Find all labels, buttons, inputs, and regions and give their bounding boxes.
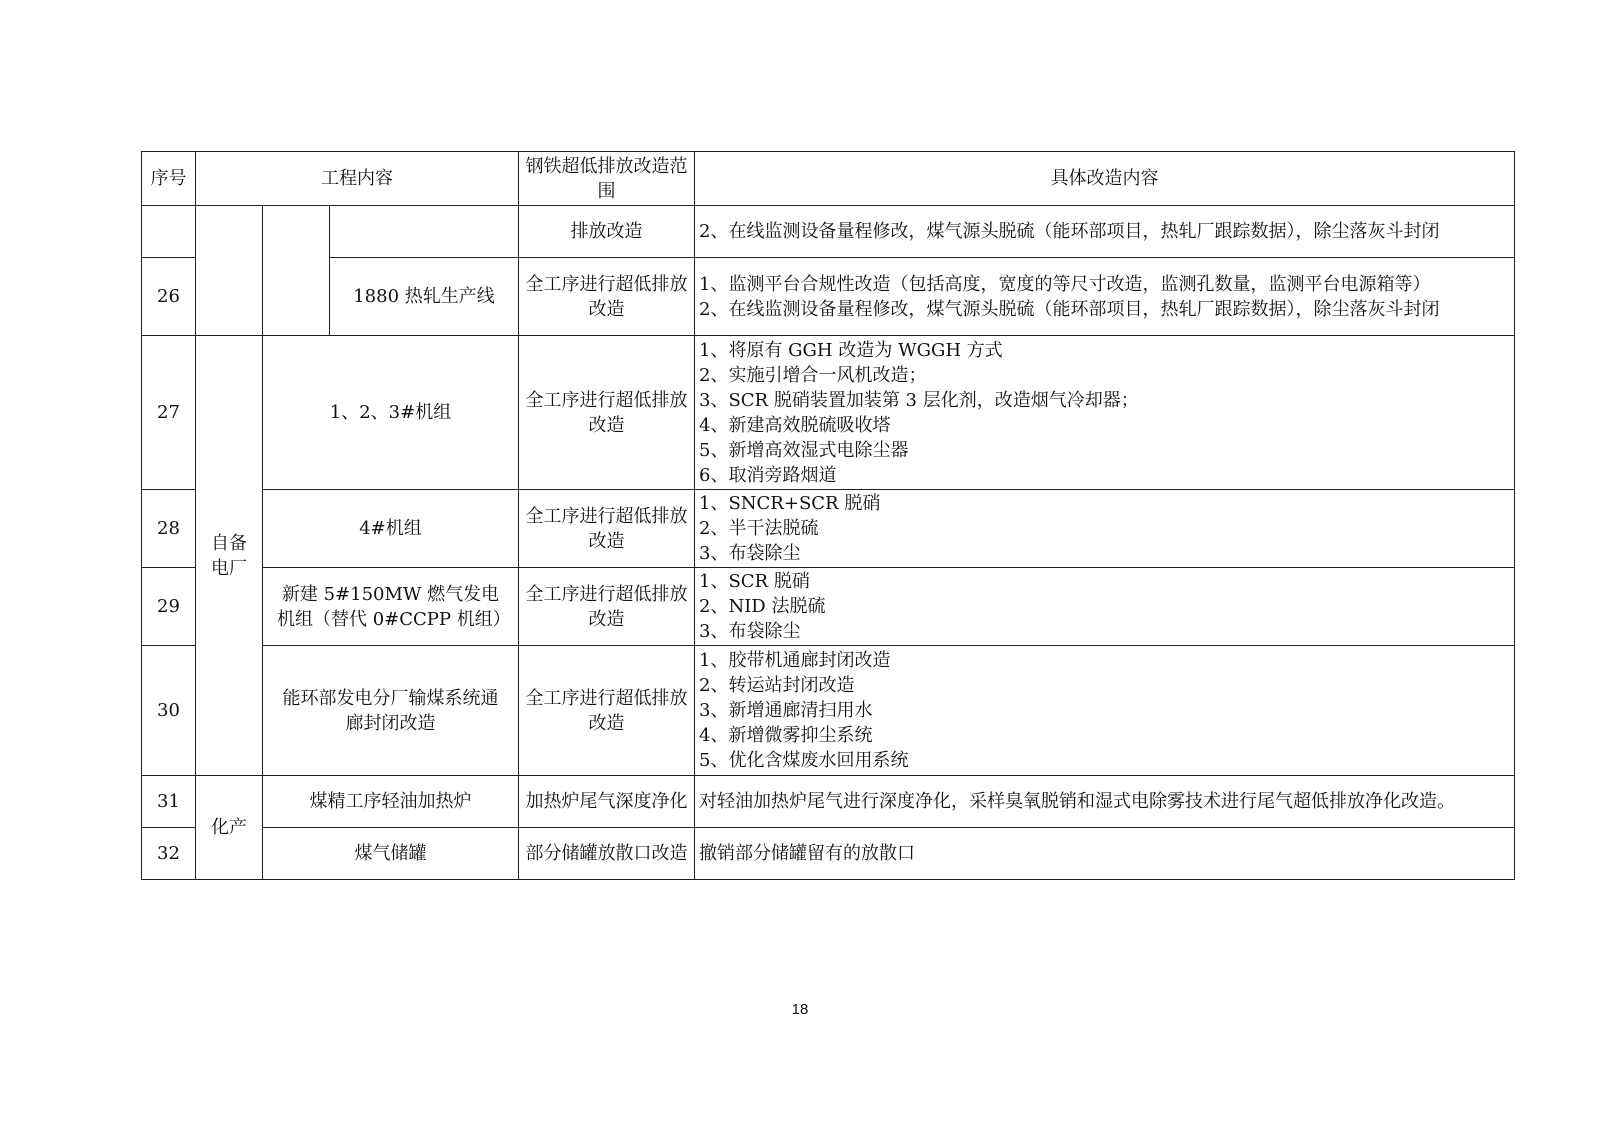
row-seq: 29 — [142, 568, 196, 646]
detail-line: 2、NID 法脱硫 — [699, 596, 826, 617]
table-row — [142, 568, 1515, 646]
detail-line: 1、SNCR+SCR 脱硝 — [699, 493, 881, 514]
row-scope: 全工序进行超低排放改造 — [519, 336, 695, 490]
detail-line: 2、在线监测设备量程修改，煤气源头脱硫（能环部项目，热轧厂跟踪数据），除尘落灰斗封闭 — [699, 298, 1440, 320]
detail-line: 2、在线监测设备量程修改，煤气源头脱硫（能环部项目，热轧厂跟踪数据），除尘落灰斗封闭 — [699, 221, 1440, 242]
renovation-table — [141, 151, 1515, 880]
row-name: 新建 5#150MW 燃气发电机组（替代 0#CCPP 机组） — [263, 568, 519, 646]
group-cell-blank — [196, 206, 263, 336]
row-seq: 31 — [142, 776, 196, 828]
row-detail — [695, 568, 1515, 646]
detail-line: 5、优化含煤废水回用系统 — [699, 750, 909, 771]
row-detail — [695, 258, 1515, 336]
detail-line: 3、布袋除尘 — [699, 543, 801, 564]
row-seq: 27 — [142, 336, 196, 490]
header-detail: 具体改造内容 — [695, 152, 1515, 206]
page-number: 18 — [791, 1001, 809, 1018]
detail-line: 1、SCR 脱硝 — [699, 571, 810, 592]
detail-line: 6、取消旁路烟道 — [699, 464, 837, 486]
row-name: 1、2、3#机组 — [263, 336, 519, 490]
table-header-row — [142, 152, 1515, 206]
row-detail — [695, 828, 1515, 880]
detail-line: 2、实施引增合一风机改造； — [699, 364, 927, 386]
detail-line: 3、布袋除尘 — [699, 621, 801, 642]
row-scope: 全工序进行超低排放改造 — [519, 490, 695, 568]
row-detail — [695, 490, 1515, 568]
row-seq — [142, 206, 196, 258]
row-seq: 26 — [142, 258, 196, 336]
header-seq: 序号 — [142, 152, 196, 206]
row-scope: 部分储罐放散口改造 — [519, 828, 695, 880]
detail-line: 5、新增高效湿式电除尘器 — [699, 439, 909, 461]
row-scope: 全工序进行超低排放改造 — [519, 258, 695, 336]
group-power-plant: 自备电厂 — [196, 336, 263, 776]
table-row — [142, 646, 1515, 776]
detail-line: 4、新增微雾抑尘系统 — [699, 725, 873, 746]
row-scope: 全工序进行超低排放改造 — [519, 646, 695, 776]
row-name — [330, 206, 519, 258]
detail-line: 1、胶带机通廊封闭改造 — [699, 650, 891, 671]
detail-line: 4、新建高效脱硫吸收塔 — [699, 414, 891, 436]
row-name: 1880 热轧生产线 — [330, 258, 519, 336]
row-seq: 28 — [142, 490, 196, 568]
header-scope: 钢铁超低排放改造范围 — [519, 152, 695, 206]
row-name: 煤精工序轻油加热炉 — [263, 776, 519, 828]
table-row — [142, 336, 1515, 490]
detail-line: 2、转运站封闭改造 — [699, 675, 855, 696]
row-name: 能环部发电分厂输煤系统通廊封闭改造 — [263, 646, 519, 776]
row-name: 4#机组 — [263, 490, 519, 568]
table-row — [142, 258, 1515, 336]
row-scope: 加热炉尾气深度净化 — [519, 776, 695, 828]
table-row — [142, 490, 1515, 568]
row-seq: 32 — [142, 828, 196, 880]
detail-line: 撤销部分储罐留有的放散口 — [699, 843, 915, 864]
detail-line: 1、将原有 GGH 改造为 WGGH 方式 — [699, 339, 1003, 361]
detail-line: 对轻油加热炉尾气进行深度净化，采样臭氧脱销和湿式电除雾技术进行尾气超低排放净化改造。 — [699, 791, 1455, 812]
table-row — [142, 828, 1515, 880]
detail-line: 3、SCR 脱硝装置加装第 3 层化剂，改造烟气冷却器； — [699, 389, 1139, 411]
header-project: 工程内容 — [196, 152, 519, 206]
group-chemical: 化产 — [196, 776, 263, 880]
row-seq: 30 — [142, 646, 196, 776]
detail-line: 2、半干法脱硫 — [699, 518, 819, 539]
detail-line: 3、新增通廊清扫用水 — [699, 700, 873, 721]
row-scope: 排放改造 — [519, 206, 695, 258]
table-row — [142, 776, 1515, 828]
subgroup-cell-blank — [263, 206, 330, 336]
row-detail — [695, 646, 1515, 776]
row-detail — [695, 336, 1515, 490]
row-name: 煤气储罐 — [263, 828, 519, 880]
row-detail — [695, 206, 1515, 258]
table-row — [142, 206, 1515, 258]
row-scope: 全工序进行超低排放改造 — [519, 568, 695, 646]
row-detail — [695, 776, 1515, 828]
detail-line: 1、监测平台合规性改造（包括高度，宽度的等尺寸改造，监测孔数量，监测平台电源箱等） — [699, 273, 1431, 295]
